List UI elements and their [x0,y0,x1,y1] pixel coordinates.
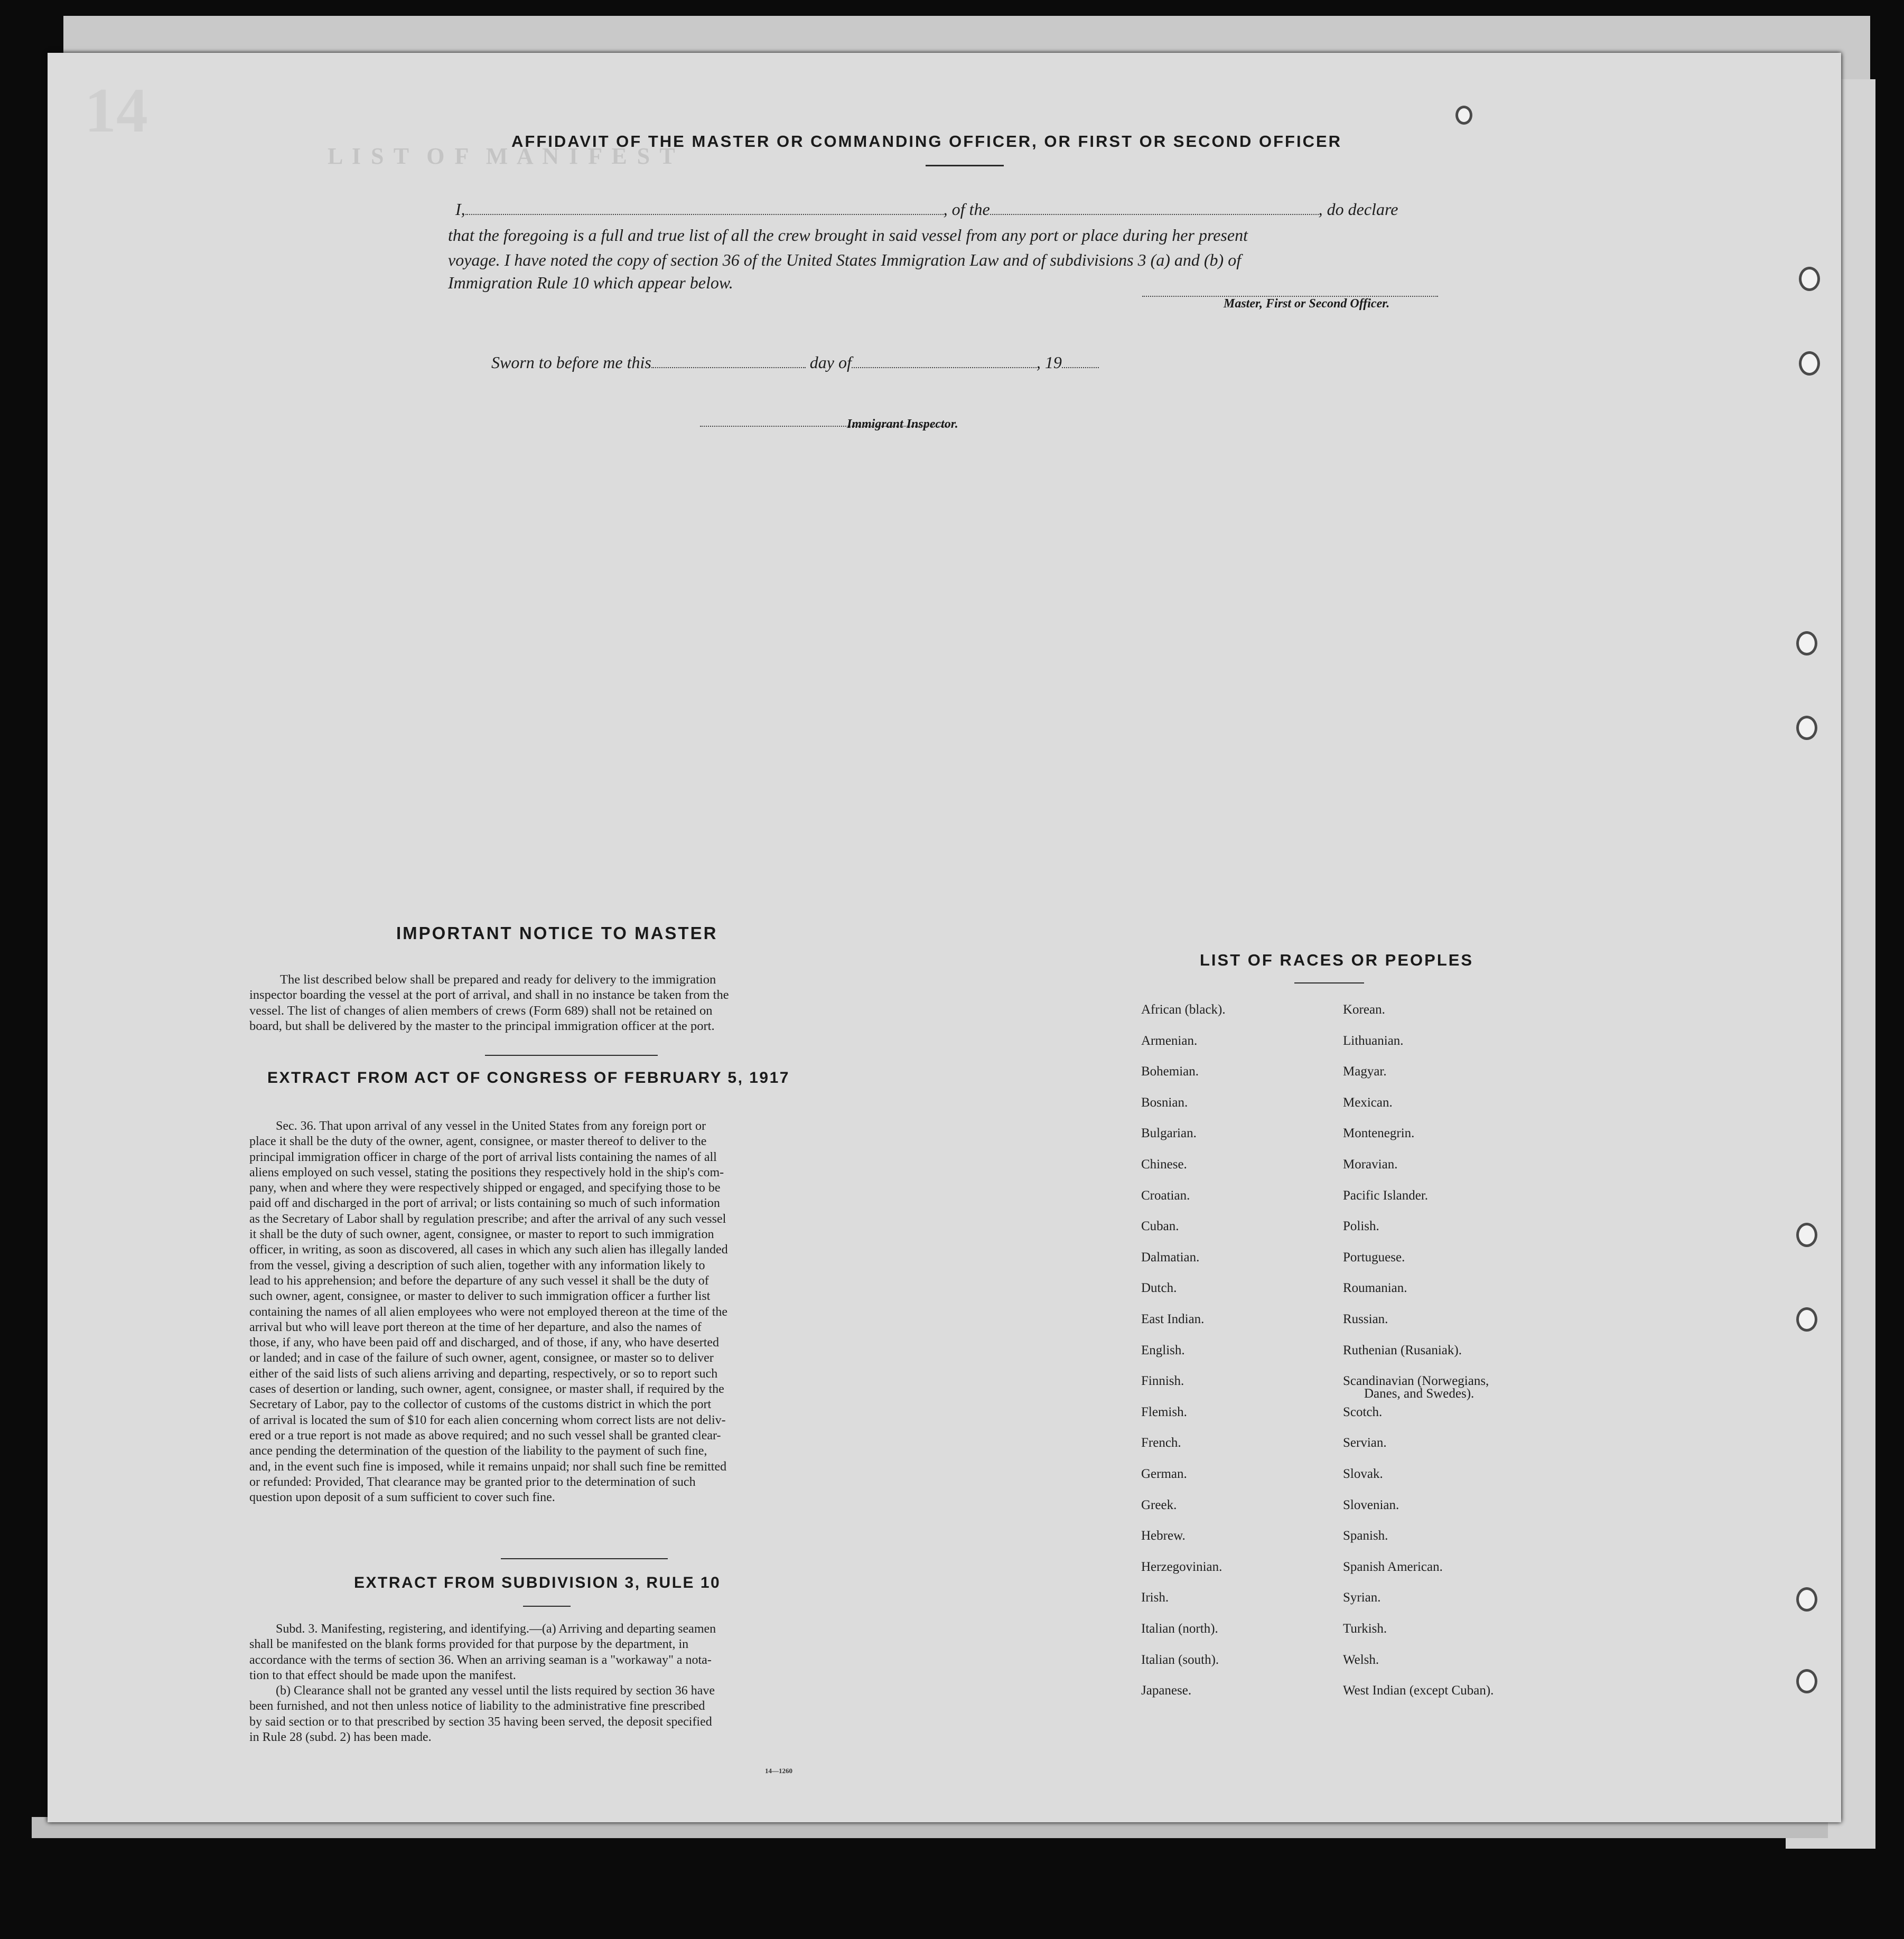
act-line: question upon deposit of a sum sufficient to cover such fine. [249,1491,555,1505]
race-item: Scotch. [1343,1404,1383,1419]
race-item: Korean. [1343,1003,1385,1017]
name-blank [465,211,944,215]
rule-title: EXTRACT FROM SUBDIVISION 3, RULE 10 [354,1574,721,1591]
signature-label: Master, First or Second Officer. [1224,297,1390,311]
act-line: containing the names of all alien employees who were not employed thereon at the time of the [249,1305,728,1319]
race-item: African (black). [1141,1003,1226,1017]
act-line: Sec. 36. That upon arrival of any vessel in the United States from any foreign port or [276,1119,706,1133]
race-item: Greek. [1141,1497,1177,1512]
form-number: 14—1260 [765,1767,792,1775]
race-item: French. [1141,1436,1181,1450]
affidavit-of-the: , of the [943,200,990,219]
bleed-through-number: 14 [85,75,148,145]
race-item: English. [1141,1343,1185,1357]
notice-line: board, but shall be delivered by the master to the principal immigration officer at the port. [249,1018,715,1033]
affidavit-line-3: voyage. I have noted the copy of section 36 of the United States Immigration Law and of subdivisions 3 (a) and (b) of [448,250,1242,269]
act-line: principal immigration officer in charge of the port of arrival lists containing the names of all [249,1150,717,1164]
race-item: Herzegovinian. [1141,1559,1222,1574]
act-line: it shall be the duty of such owner, agent, consignee, or master to report to such immigration [249,1228,714,1242]
sworn-day-of: day of [809,353,852,372]
act-line: either of the said lists of such aliens arriving and departing, respectively, or so to report such [249,1366,718,1381]
race-item: Polish. [1343,1219,1379,1234]
vessel-blank [990,211,1319,215]
notice-title: IMPORTANT NOTICE TO MASTER [396,923,718,943]
race-item: Russian. [1343,1312,1388,1326]
rule-line-b: in Rule 28 (subd. 2) has been made. [249,1730,432,1745]
notice-line: The list described below shall be prepared and ready for delivery to the immigration [280,972,716,987]
affidavit-line-4: Immigration Rule 10 which appear below. [448,273,733,292]
act-line: arrival but who will leave port thereon at the time of her departure, and also the names of [249,1320,702,1334]
sworn-year: , 19 [1036,353,1062,372]
race-item: Slovenian. [1343,1497,1399,1512]
binder-hole-icon [1796,631,1817,655]
race-item: Bulgarian. [1141,1126,1197,1141]
act-line: aliens employed on such vessel, stating the positions they respectively hold in the ship's com- [249,1165,724,1179]
race-item: Finnish. [1141,1374,1184,1389]
race-item: Montenegrin. [1343,1126,1415,1141]
act-line: pany, when and where they were respectively shipped or engaged, and specifying those to be [249,1181,721,1195]
act-line: paid off and discharged in the port of arrival; or lists containing so much of such information [249,1196,720,1211]
act-line: cases of desertion or landing, such owner, agent, consignee, or master shall, if required by the [249,1382,724,1397]
act-line: ance pending the determination of the question of the liability to the payment of such fine, [249,1444,707,1458]
race-item: Syrian. [1343,1590,1381,1605]
race-item: Spanish. [1343,1529,1388,1543]
binder-hole-icon [1799,267,1820,291]
race-item: Danes, and Swedes). [1364,1387,1474,1401]
document-page [48,53,1841,1822]
signature-blank [1142,293,1438,297]
race-item: Ruthenian (Rusaniak). [1343,1343,1462,1357]
race-item: Lithuanian. [1343,1033,1404,1048]
race-item: Italian (south). [1141,1652,1219,1667]
act-line: or refunded: Provided, That clearance may be granted prior to the determination of such [249,1475,696,1489]
rule-line-b: (b) Clearance shall not be granted any vessel until the lists required by section 36 have [276,1684,715,1698]
act-body [249,1119,861,1505]
act-title: EXTRACT FROM ACT OF CONGRESS OF FEBRUARY 5, 1917 [267,1069,790,1086]
affidavit-line-2: that the foregoing is a full and true list of all the crew brought in said vessel from any port or place during her present [448,226,1248,245]
race-item: Portuguese. [1343,1250,1405,1264]
rule-line-b: by said section or to that prescribed by section 35 having been served, the deposit specified [249,1715,712,1729]
race-item: Hebrew. [1141,1529,1186,1543]
race-item: Bosnian. [1141,1095,1188,1110]
bleed-through-heading: L I S T O F M A N I F E S T [328,143,677,169]
race-item: Italian (north). [1141,1622,1218,1636]
race-item: Slovak. [1343,1467,1383,1481]
inspector-label: Immigrant Inspector. [847,417,958,431]
race-item: Japanese. [1141,1683,1192,1698]
notice-body [249,972,861,1034]
races-title: LIST OF RACES OR PEOPLES [1200,951,1474,969]
rule-line-b: been furnished, and not then unless notice of liability to the administrative fine prescribed [249,1699,705,1713]
rule-body [249,1622,861,1745]
year-blank [1062,364,1099,368]
act-line: those, if any, who have been paid off and discharged, and of those, if any, who have deserted [249,1336,720,1350]
race-item: West Indian (except Cuban). [1343,1683,1494,1698]
act-line: or landed; and in case of the failure of such owner, agent, consignee, or master so to deliver [249,1351,714,1365]
section-rule [523,1606,571,1607]
race-item: Armenian. [1141,1033,1198,1048]
race-item: Croatian. [1141,1188,1190,1203]
race-item: Servian. [1343,1436,1387,1450]
notice-line: inspector boarding the vessel at the port of arrival, and shall in no instance be taken from the [249,988,729,1003]
notice-line: vessel. The list of changes of alien members of crews (Form 689) shall not be retained on [249,1003,713,1018]
race-item: Scandinavian (Norwegians, [1343,1374,1489,1389]
rule-line-a: accordance with the terms of section 36. When an arriving seaman is a "workaway" a nota- [249,1653,712,1667]
binder-hole-icon [1799,351,1820,376]
race-item: Welsh. [1343,1652,1379,1667]
act-line: Secretary of Labor, pay to the collector of customs of the customs district in which the port [249,1398,712,1412]
act-line: of arrival is located the sum of $10 for each alien concerning whom correct lists are not deliv- [249,1413,726,1427]
race-item: Spanish American. [1343,1559,1443,1574]
act-line: ered or a true report is not made as above required; and no such vessel shall be granted clear- [249,1428,721,1442]
race-item: Dalmatian. [1141,1250,1200,1264]
section-rule [501,1558,668,1559]
act-line: as the Secretary of Labor shall by regulation prescribe; and after the arrival of any such vessel [249,1212,726,1226]
affidavit-i: I, [455,200,465,219]
race-item: Chinese. [1141,1157,1187,1172]
affidavit-do-declare: , do declare [1318,200,1398,219]
affidavit-declaration-line [455,200,1398,219]
month-blank [852,364,1037,368]
rule-line-a: Subd. 3. Manifesting, registering, and identifying.—(a) Arriving and departing seamen [276,1622,716,1636]
rule-line-a: tion to that effect should be made upon the manifest. [249,1668,516,1682]
binder-hole-icon [1796,1307,1817,1332]
sworn-line [491,353,1099,372]
binder-hole-icon [1455,106,1472,125]
act-line: from the vessel, giving a description of such alien, together with any information likely to [249,1258,705,1272]
sworn-prefix: Sworn to before me this [491,353,651,372]
act-line: officer, in writing, as soon as discovered, all cases in which any such alien has illegally landed [249,1243,728,1257]
race-item: Irish. [1141,1590,1169,1605]
rule-line-a: shall be manifested on the blank forms provided for that purpose by the department, in [249,1637,689,1652]
affidavit-title: AFFIDAVIT OF THE MASTER OR COMMANDING OFFICER, OR FIRST OR SECOND OFFICER [511,132,1342,151]
race-item: Flemish. [1141,1404,1187,1419]
race-item: Pacific Islander. [1343,1188,1429,1203]
title-rule [926,165,1004,166]
binder-hole-icon [1796,1223,1817,1247]
section-rule [485,1055,658,1056]
race-item: Moravian. [1343,1157,1398,1172]
act-line: and, in the event such fine is imposed, while it remains unpaid; nor shall such fine be remitted [249,1459,727,1474]
act-line: lead to his apprehension; and before the departure of any such vessel it shall be the duty of [249,1273,709,1288]
race-item: Roumanian. [1343,1281,1407,1296]
race-item: German. [1141,1467,1187,1481]
binder-hole-icon [1796,716,1817,740]
race-item: Dutch. [1141,1281,1177,1296]
title-rule [1294,982,1364,983]
race-item: Bohemian. [1141,1064,1199,1079]
day-blank [651,364,806,368]
binder-hole-icon [1796,1669,1817,1693]
race-item: East Indian. [1141,1312,1205,1326]
race-item: Magyar. [1343,1064,1387,1079]
binder-hole-icon [1796,1587,1817,1612]
race-item: Turkish. [1343,1622,1387,1636]
act-line: place it shall be the duty of the owner, agent, consignee, or master thereof to deliver to the [249,1135,707,1149]
act-line: such owner, agent, consignee, or master to deliver to such immigration officer a further list [249,1289,711,1304]
race-item: Mexican. [1343,1095,1393,1110]
race-item: Cuban. [1141,1219,1179,1234]
